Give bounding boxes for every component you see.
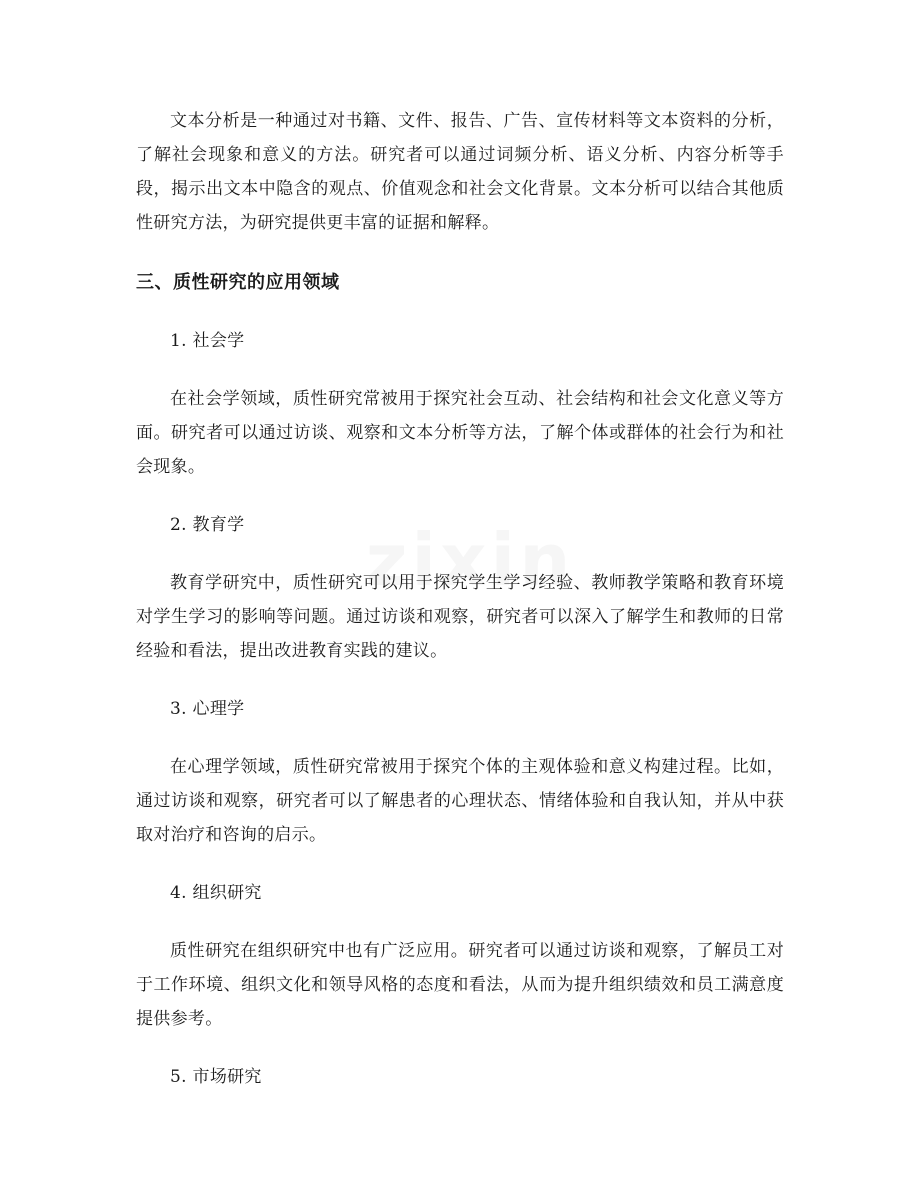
item-heading-market: 5. 市场研究 — [170, 1067, 262, 1087]
intro-paragraph: 文本分析是一种通过对书籍、文件、报告、广告、宣传材料等文本资料的分析，了解社会现象和意义的方法。研究者可以通过词频分析、语义分析、内容分析等手段，揭示出文本中隐含的观点、价值观念和社会文化背景。文本分析可以结合其他质性研究方法，为研究提供更丰富的证据和解释。 — [136, 111, 784, 233]
item-heading-psychology: 3. 心理学 — [170, 699, 245, 719]
document-page — [136, 104, 784, 1094]
item-body-psychology: 在心理学领域，质性研究常被用于探究个体的主观体验和意义构建过程。比如，通过访谈和观察，研究者可以了解患者的心理状态、情绪体验和自我认知，并从中获取对治疗和咨询的启示。 — [136, 757, 784, 845]
item-body-sociology: 在社会学领域，质性研究常被用于探究社会互动、社会结构和社会文化意义等方面。研究者可以通过访谈、观察和文本分析等方法，了解个体或群体的社会行为和社会现象。 — [136, 389, 784, 477]
item-body-organization: 质性研究在组织研究中也有广泛应用。研究者可以通过访谈和观察，了解员工对于工作环境、组织文化和领导风格的态度和看法，从而为提升组织绩效和员工满意度提供参考。 — [136, 941, 784, 1029]
section-title: 三、质性研究的应用领域 — [136, 272, 340, 293]
item-body-education: 教育学研究中，质性研究可以用于探究学生学习经验、教师教学策略和教育环境对学生学习的影响等问题。通过访谈和观察，研究者可以深入了解学生和教师的日常经验和看法，提出改进教育实践的建议。 — [136, 573, 784, 661]
item-heading-education: 2. 教育学 — [170, 515, 245, 535]
item-heading-organization: 4. 组织研究 — [170, 883, 262, 903]
item-heading-sociology: 1. 社会学 — [170, 331, 245, 351]
